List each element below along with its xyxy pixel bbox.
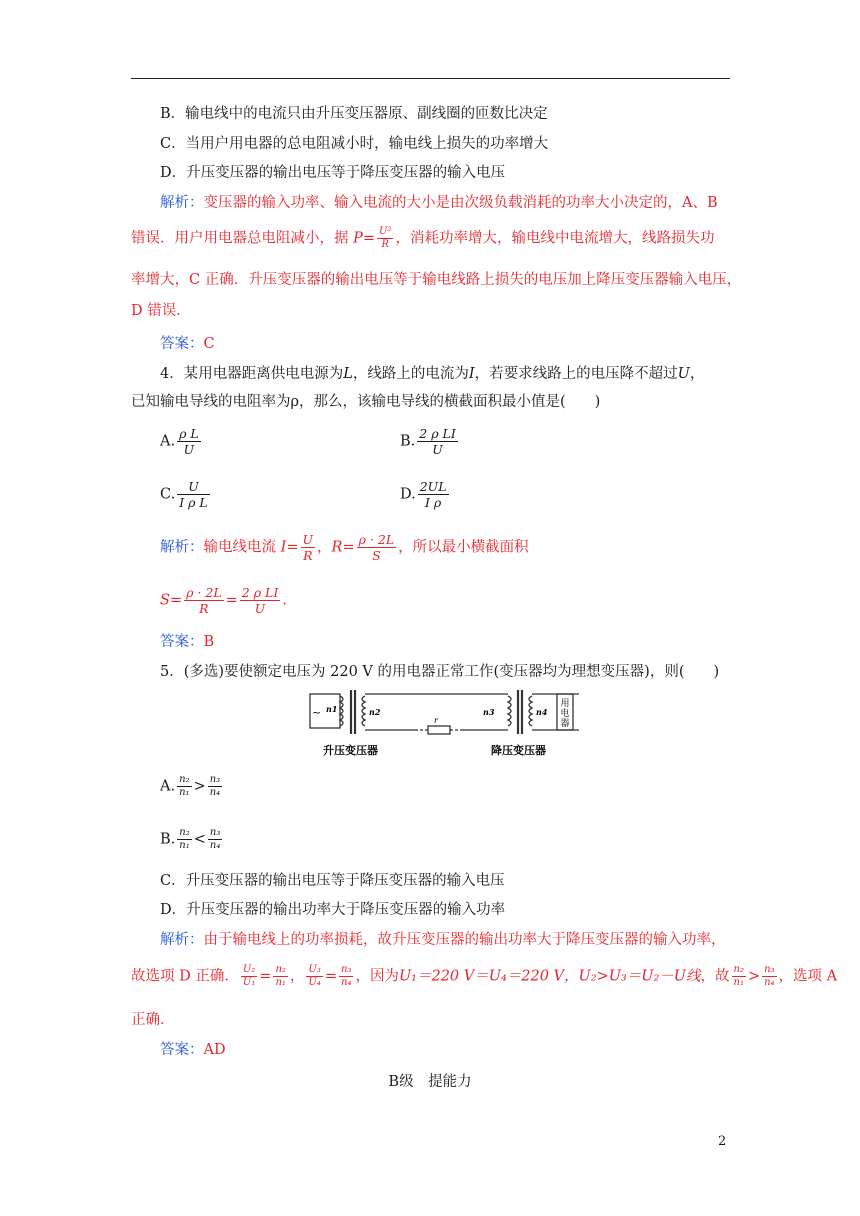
svg-text:n3: n3 xyxy=(483,707,495,717)
q3-option-c: C．当用户用电器的总电阻减小时，输电线上损失的功率增大 xyxy=(160,136,549,152)
q4-option-c: C. $\frac{U}{\text{I ρ L}}$ xyxy=(160,479,208,510)
q4-stem-line2: 已知输电导线的电阻率为ρ，那么，该输电导线的横截面积最小值是( ) xyxy=(131,394,601,410)
q5-solution-line2: 故选项 D 正确． $\frac{\text{U₂}}{\text{U₁}}$ = $\frac{\text{n₂}}{\text{n₁}}$ ， $\frac{\text{U₃}}{\text{U₄}}$ = $\frac{\text{n₃}}{\text{n₄}}$ ，因为U₁＝220 V＝U₄＝220 V，U₂>U₃＝U₂－U线，故 $\frac{\text{n₂}}{\text{n₁}}$ > $\frac{\text{n₃}}{\text{n₄}}$ ，选项 A xyxy=(131,964,838,988)
q3-answer: 答案：C xyxy=(160,336,215,352)
q4-solution-line2: S= $\frac{\rho \cdot 2L}{R}$ = $\frac{\text{2 ρ LI}}{U}$ . xyxy=(160,585,287,616)
q4-solution-line1: 解析：输电线电流 I= $\frac{U}{R}$ ，R= $\frac{\rho \cdot 2L}{S}$ ，所以最小横截面积 xyxy=(160,532,529,563)
n3-coil xyxy=(508,696,511,726)
solution-label: 解析： xyxy=(160,195,204,211)
q3-solution-line4: D 错误． xyxy=(131,303,191,319)
svg-text:n1: n1 xyxy=(326,704,338,714)
q4-option-d: D. $\frac{2UL}{\text{I ρ}}$ xyxy=(400,479,447,510)
q5-option-b: B. $\frac{\text{n₂}}{\text{n₁}}$ < $\frac{\text{n₃}}{\text{n₄}}$ xyxy=(160,827,221,851)
header-rule xyxy=(131,78,730,79)
q3-solution-line3: 率增大，C 正确．升压变压器的输出电压等于输电线路上损失的电压加上降压变压器输入电压， xyxy=(131,272,742,288)
q3-solution-line1: 解析：变压器的输入功率、输入电流的大小是由次级负载消耗的功率大小决定的，A、B xyxy=(160,195,718,211)
step-up-label: 升压变压器 xyxy=(323,744,378,757)
line-resistor xyxy=(428,726,450,734)
q4-answer: 答案：B xyxy=(160,634,215,650)
q5-solution-line3: 正确． xyxy=(131,1012,175,1028)
transformer-circuit-diagram xyxy=(303,688,583,760)
n2-coil xyxy=(362,696,365,726)
load-label: 用电器 xyxy=(560,699,570,729)
fraction-u2-over-r: $\frac{\text{U²}}{R}$ xyxy=(379,226,392,250)
ac-source-symbol: ~ xyxy=(312,706,322,719)
q5-option-a: A. $\frac{\text{n₂}}{\text{n₁}}$ > $\frac{\text{n₃}}{\text{n₄}}$ xyxy=(160,774,221,798)
svg-text:r: r xyxy=(434,716,438,725)
q5-option-d: D．升压变压器的输出功率大于降压变压器的输入功率 xyxy=(160,902,506,918)
q4-stem-line1: 4．某用电器距离供电电源为L，线路上的电流为I，若要求线路上的电压降不超过U， xyxy=(160,366,705,382)
q4-option-b: B. $\frac{\text{2 ρ LI}}{U}$ xyxy=(400,426,456,457)
q4-option-a: A. $\frac{\text{ρ L}}{U}$ xyxy=(160,426,199,457)
page-number: 2 xyxy=(718,1134,727,1149)
q5-answer: 答案：AD xyxy=(160,1042,226,1058)
n4-coil xyxy=(529,696,532,726)
q3-option-b: B．输电线中的电流只由升压变压器原、副线圈的匝数比决定 xyxy=(160,106,548,122)
q3-solution-line2: 错误．用户用电器总电阻减小，据 P= $\frac{\text{U²}}{R}$ ，消耗功率增大，输电线中电流增大，线路损失功 xyxy=(131,226,715,250)
svg-text:n2: n2 xyxy=(369,707,381,717)
section-heading: B级 提能力 xyxy=(388,1074,472,1090)
q5-option-c: C．升压变压器的输出电压等于降压变压器的输入电压 xyxy=(160,873,505,889)
svg-text:n4: n4 xyxy=(536,707,548,717)
q5-solution-line1: 解析：由于输电线上的功率损耗，故升压变压器的输出功率大于降压变压器的输入功率， xyxy=(160,932,726,948)
step-down-label: 降压变压器 xyxy=(491,744,546,757)
q3-option-d: D．升压变压器的输出电压等于降压变压器的输入电压 xyxy=(160,165,506,181)
q5-stem: 5．(多选)要使额定电压为 220 V 的用电器正常工作(变压器均为理想变压器)，则( ) xyxy=(160,664,720,680)
